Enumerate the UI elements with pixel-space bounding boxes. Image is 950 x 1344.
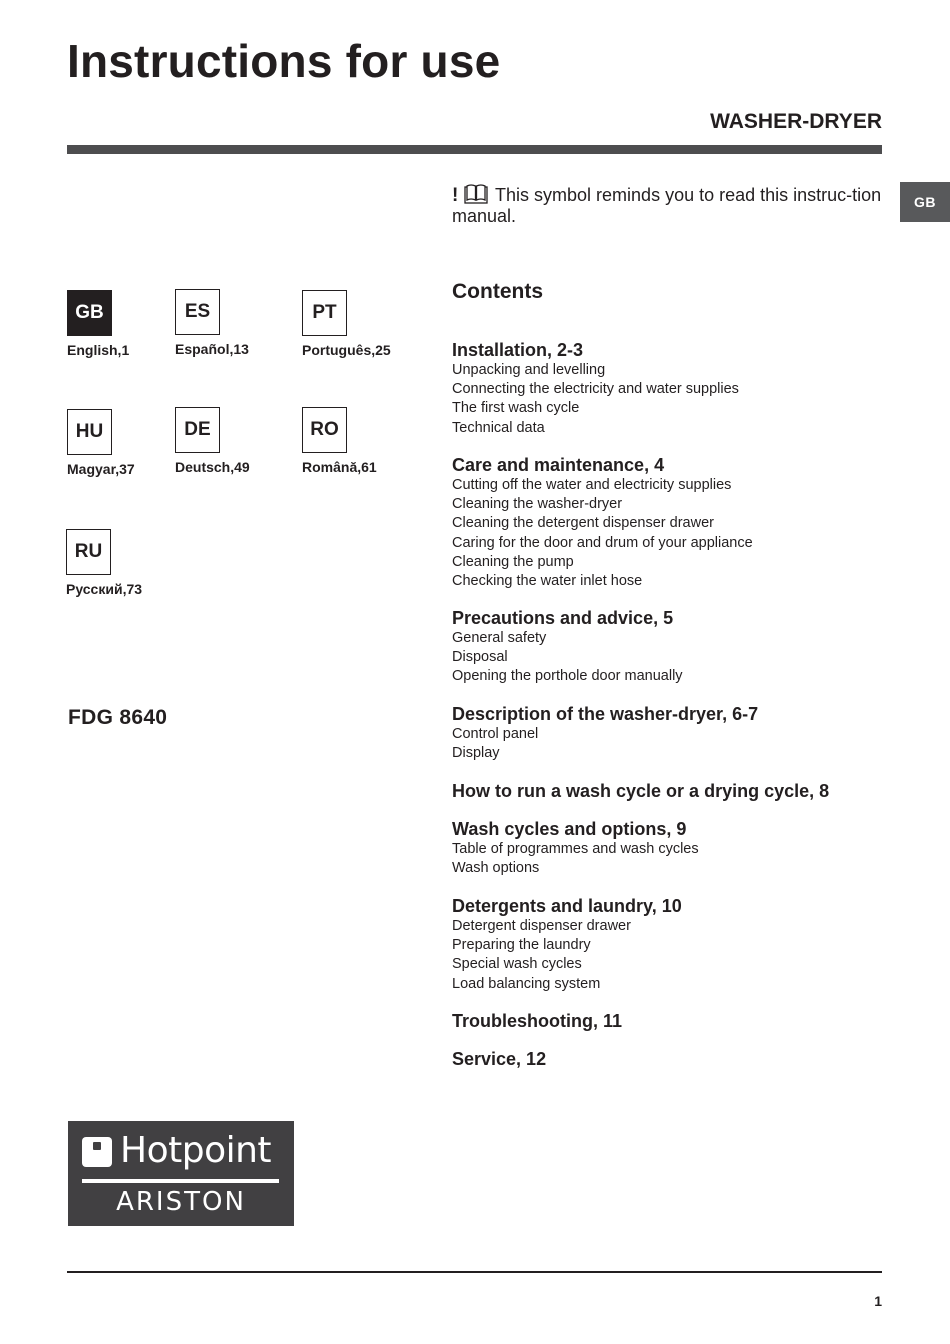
- language-de[interactable]: [175, 407, 250, 475]
- language-code-box: DE: [175, 407, 220, 453]
- toc-item: Load balancing system: [452, 975, 601, 992]
- toc-heading[interactable]: Detergents and laundry, 10: [452, 896, 682, 916]
- toc-item: Wash options: [452, 860, 540, 877]
- language-code-box: PT: [302, 290, 347, 336]
- symbol-note-text: This symbol reminds you to read this instruc-tion manual.: [452, 185, 882, 226]
- toc-section-description: [452, 703, 892, 763]
- toc-item: Cleaning the washer-dryer: [452, 496, 623, 513]
- symbol-note: [452, 184, 882, 226]
- toc-item: Connecting the electricity and water supplies: [452, 381, 739, 398]
- toc-item: Cutting off the water and electricity supplies: [452, 477, 732, 493]
- toc-heading[interactable]: How to run a wash cycle or a drying cycle, 8: [452, 781, 830, 801]
- toc-heading[interactable]: Troubleshooting, 11: [452, 1011, 623, 1031]
- toc-item: Opening the porthole door manually: [452, 668, 683, 685]
- toc-item: Control panel: [452, 726, 539, 742]
- language-ru[interactable]: [66, 529, 142, 597]
- toc-heading[interactable]: Wash cycles and options, 9: [452, 819, 687, 839]
- logo-mark-icon: [82, 1137, 112, 1167]
- top-divider: [67, 145, 882, 154]
- toc-item: Special wash cycles: [452, 956, 582, 973]
- language-code-box: ES: [175, 289, 220, 335]
- language-label: Magyar,37: [67, 461, 135, 477]
- page-title: Instructions for use: [67, 35, 501, 87]
- language-label: Español,13: [175, 341, 249, 357]
- toc-section-how-to-run: [452, 780, 892, 802]
- toc-item: General safety: [452, 630, 547, 646]
- bottom-divider: [67, 1271, 882, 1273]
- toc-item: Preparing the laundry: [452, 937, 591, 954]
- language-label: English,1: [67, 342, 130, 358]
- language-gb[interactable]: [67, 290, 129, 358]
- toc-section-installation: [452, 339, 892, 438]
- toc-item: Table of programmes and wash cycles: [452, 841, 699, 857]
- language-pt[interactable]: [302, 290, 391, 358]
- model-number: FDG 8640: [68, 706, 168, 729]
- language-es[interactable]: [175, 289, 249, 357]
- logo-divider: [82, 1179, 279, 1183]
- document-subtitle: WASHER-DRYER: [710, 110, 882, 133]
- toc-section-troubleshooting: [452, 1010, 892, 1032]
- hotpoint-ariston-logo: [68, 1121, 294, 1226]
- toc-item: Disposal: [452, 649, 508, 666]
- language-label: Română,61: [302, 459, 377, 475]
- language-label: Русский,73: [66, 581, 143, 597]
- toc-item: Display: [452, 745, 500, 762]
- logo-sub-text: ARISTON: [116, 1187, 246, 1217]
- manual-book-icon: [464, 184, 488, 204]
- warning-mark: !: [452, 185, 459, 206]
- toc-section-detergents: [452, 895, 892, 994]
- language-label: Deutsch,49: [175, 459, 250, 475]
- language-hu[interactable]: [67, 409, 135, 477]
- logo-brand-text: Hotpoint: [120, 1130, 272, 1171]
- language-code-box: HU: [67, 409, 112, 455]
- toc-heading[interactable]: Precautions and advice, 5: [452, 608, 674, 628]
- toc-section-care: [452, 454, 892, 591]
- language-code-box: RU: [66, 529, 111, 575]
- language-label: Português,25: [302, 342, 391, 358]
- toc-item: Cleaning the pump: [452, 553, 574, 570]
- toc-item: Technical data: [452, 419, 545, 436]
- toc-heading[interactable]: Installation, 2-3: [452, 340, 584, 360]
- toc-item: Checking the water inlet hose: [452, 573, 643, 590]
- toc-item: Detergent dispenser drawer: [452, 918, 631, 934]
- toc-heading[interactable]: Description of the washer-dryer, 6-7: [452, 704, 759, 724]
- language-code-box: GB: [67, 290, 112, 336]
- toc-section-wash-cycles: [452, 818, 892, 878]
- toc-item: The first wash cycle: [452, 400, 580, 417]
- toc-item: Cleaning the detergent dispenser drawer: [452, 515, 714, 532]
- toc-item: Caring for the door and drum of your appliance: [452, 534, 753, 551]
- language-ro[interactable]: [302, 407, 377, 475]
- toc-section-precautions: [452, 607, 892, 687]
- toc-heading[interactable]: Care and maintenance, 4: [452, 455, 665, 475]
- toc-item: Unpacking and levelling: [452, 362, 606, 378]
- page-number: 1: [874, 1293, 882, 1309]
- language-code-box: RO: [302, 407, 347, 453]
- contents-title: Contents: [452, 280, 543, 303]
- language-side-tab: GB: [900, 182, 950, 222]
- toc-section-service: [452, 1048, 892, 1070]
- toc-heading[interactable]: Service, 12: [452, 1049, 547, 1069]
